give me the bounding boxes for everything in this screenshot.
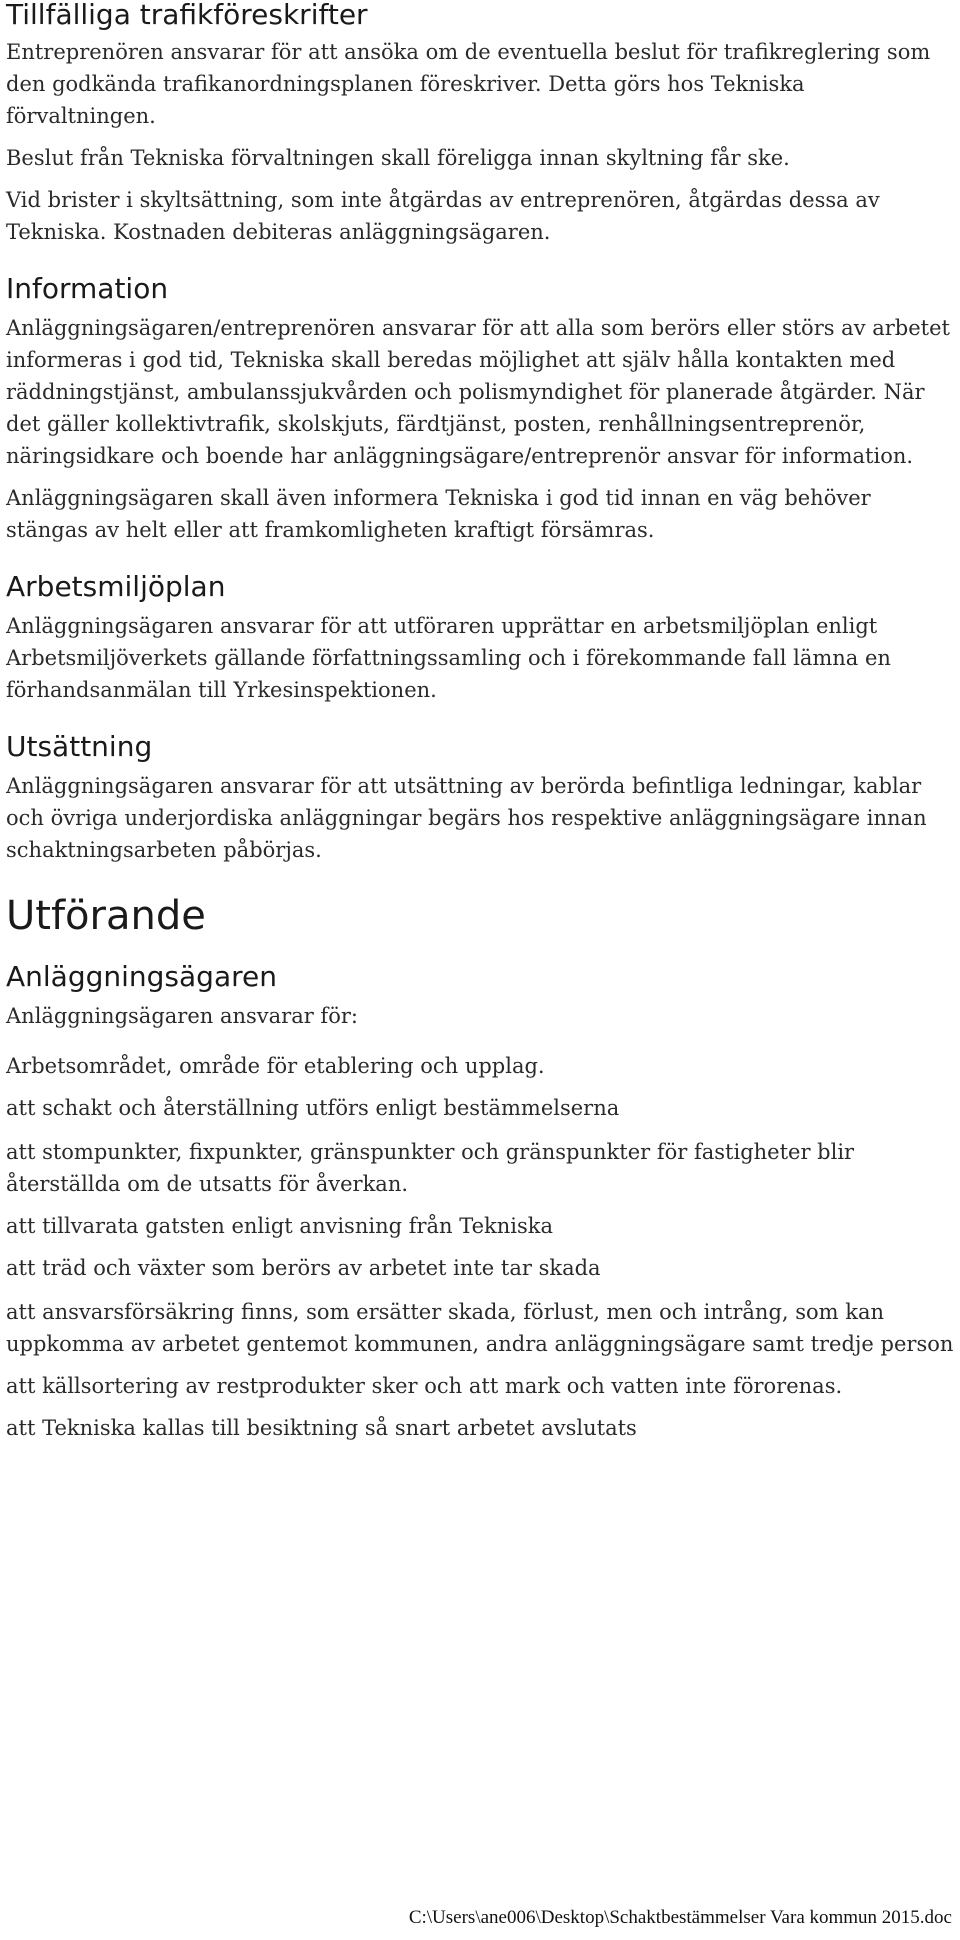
paragraph: Anläggningsägaren skall även informera Tekniska i god tid innan en väg behöver stängas av helt eller att framkomligheten kraftigt försämras. [6,486,871,542]
section-heading-tillfalliga: Tillfälliga trafikföreskrifter [6,0,368,31]
list-item: att träd och växter som berörs av arbetet inte tar skada [6,1256,601,1280]
paragraph: Anläggningsägaren ansvarar för: [6,1004,358,1028]
list-item: att stompunkter, fixpunkter, gränspunkter och gränspunkter för fastigheter blir återställda om de utsatts för åverkan. [6,1140,855,1196]
list-item: Arbetsområdet, område för etablering och upplag. [6,1054,545,1078]
list-item: att källsortering av restprodukter sker och att mark och vatten inte förorenas. [6,1374,843,1398]
paragraph: Anläggningsägaren ansvarar för att utföraren upprättar en arbetsmiljöplan enligt Arbetsmiljöverkets gällande författningssamling och i förekommande fall lämna en förhandsanmälan till Yrkesinspektionen. [6,614,891,702]
section-heading-utsattning: Utsättning [6,730,153,763]
list-item: att Tekniska kallas till besiktning så snart arbetet avslutats [6,1416,637,1440]
section-heading-arbetsmiljoplan: Arbetsmiljöplan [6,570,226,603]
list-item: att ansvarsförsäkring finns, som ersätter skada, förlust, men och intrång, som kan uppkomma av arbetet gentemot kommunen, andra anläggningsägare samt tredje person [6,1300,954,1356]
list-item: att tillvarata gatsten enligt anvisning från Tekniska [6,1214,554,1238]
chapter-heading-utforande: Utförande [6,893,206,939]
paragraph: Entreprenören ansvarar för att ansöka om de eventuella beslut för trafikreglering som den godkända trafikanordningsplanen föreskriver. Detta görs hos Tekniska förvaltningen. [6,40,931,128]
document-page [6,0,954,1444]
paragraph: Anläggningsägaren ansvarar för att utsättning av berörda befintliga ledningar, kablar och övriga underjordiska anläggningar begärs hos respektive anläggningsägare innan schaktningsarbeten påbörjas. [6,774,927,862]
paragraph: Anläggningsägaren/entreprenören ansvarar för att alla som berörs eller störs av arbetet informeras i god tid, Tekniska skall beredas möjlighet att själv hålla kontakten med räddningstjänst, ambulanssjukvården och polismyndighet för planerade åtgärder. När det gäller kollektivtrafik, skolskjuts, färdtjänst, posten, renhållningsentreprenör, näringsidkare och boende har anläggningsägare/entreprenör ansvar för information. [6,316,950,468]
footer-file-path: C:\Users\ane006\Desktop\Schaktbestämmelser Vara kommun 2015.doc [408,1907,952,1928]
sub-heading-anlaggningsagaren: Anläggningsägaren [6,960,277,993]
list-item: att schakt och återställning utförs enligt bestämmelserna [6,1096,620,1120]
paragraph: Beslut från Tekniska förvaltningen skall föreligga innan skyltning får ske. [6,146,790,170]
paragraph: Vid brister i skyltsättning, som inte åtgärdas av entreprenören, åtgärdas dessa av Tekniska. Kostnaden debiteras anläggningsägaren. [6,188,880,244]
section-heading-information: Information [6,272,169,305]
